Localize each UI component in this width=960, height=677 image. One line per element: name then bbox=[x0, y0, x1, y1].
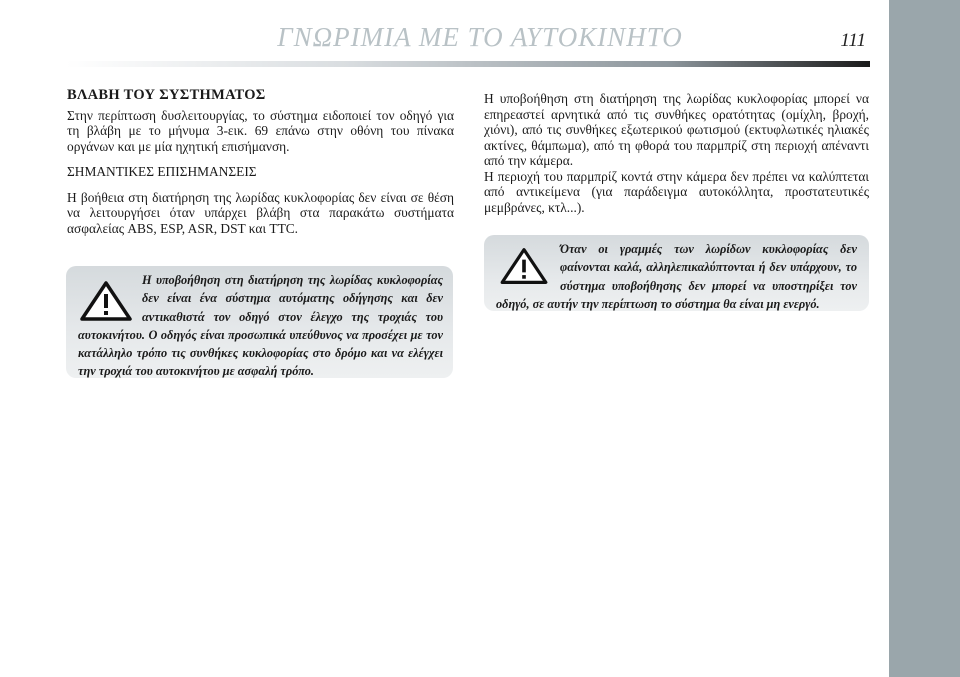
paragraph: Η βοήθεια στη διατήρηση της λωρίδας κυκλοφορίας δεν είναι σε θέση να λειτουργήσει όταν υπάρχει βλάβη στα παρακάτω συστήματα ασφαλείας ABS, ESP, ASR, DST και TTC. bbox=[67, 189, 454, 236]
page-title: ΓΝΩΡΙΜΙΑ ΜΕ ΤΟ ΑΥΤΟΚΙΝΗΤΟ bbox=[277, 22, 683, 52]
warning-text: Η υποβοήθηση στη διατήρηση της λωρίδας κυκλοφορίας δεν είναι ένα σύστημα αυτόματης οδήγησης και δεν αντικαθιστά τον οδηγό στον έλεγχο της τροχιάς του αυτοκινήτου. Ο οδηγός είναι προσωπικά υπεύθυνος να προσέχει με τον κατάλληλο τρόπο τις συνθήκες κυκλοφορίας στο δρόμο και να ελέγχει την τροχιά του αυτοκινήτου με ασφαλή τρόπο. bbox=[78, 273, 443, 379]
paragraph: Η υποβοήθηση στη διατήρηση της λωρίδας κυκλοφορίας μπορεί να επηρεαστεί αρνητικά από τις συνθήκες ορατότητας (ομίχλη, βροχή, χιόνι), από τις συνθήκες εξωτερικού φωτισμού (εκτυφλωτικές ηλιακές ακτίνες, θάμπωμα), από τη φθορά του παρμπρίζ στη περιοχή απέναντι από την κάμερα. bbox=[484, 91, 869, 168]
warning-triangle-icon bbox=[496, 246, 552, 286]
warning-triangle-icon bbox=[78, 279, 134, 323]
paragraph: Η περιοχή του παρμπρίζ κοντά στην κάμερα δεν πρέπει να καλύπτεται από αντικείμενα (για παράδειγμα αυτοκόλλητα, προστατευτικές μεμβράνες, κτλ...). bbox=[484, 168, 869, 215]
right-column bbox=[484, 91, 869, 225]
left-column bbox=[67, 88, 454, 246]
paragraph: Στην περίπτωση δυσλειτουργίας, το σύστημα ειδοποιεί τον οδηγό για τη βλάβη με το μήνυμα 3-εικ. 69 επάνω στην οθόνη του πίνακα οργάνων και με μία ηχητική επισήμανση. bbox=[67, 107, 454, 154]
warning-box bbox=[66, 266, 453, 378]
section-heading: ΒΛΑΒΗ ΤΟΥ ΣΥΣΤΗΜΑΤΟΣ bbox=[67, 87, 266, 103]
notes-heading: ΣΗΜΑΝΤΙΚΕΣ ΕΠΙΣΗΜΑΝΣΕΙΣ bbox=[67, 164, 257, 179]
header-rule bbox=[66, 61, 870, 67]
side-tab bbox=[889, 0, 960, 677]
warning-box bbox=[484, 235, 869, 311]
page-number: 111 bbox=[840, 30, 866, 51]
warning-text: Όταν οι γραμμές των λωρίδων κυκλοφορίας δεν φαίνονται καλά, αλληλεπικαλύπτονται ή δεν υπάρχουν, το σύστημα υποβοήθησης δεν μπορεί να υποστηρίξει τον οδηγό, σε αυτήν την περίπτωση το σύστημα θα είναι μη ενεργό. bbox=[496, 242, 857, 311]
